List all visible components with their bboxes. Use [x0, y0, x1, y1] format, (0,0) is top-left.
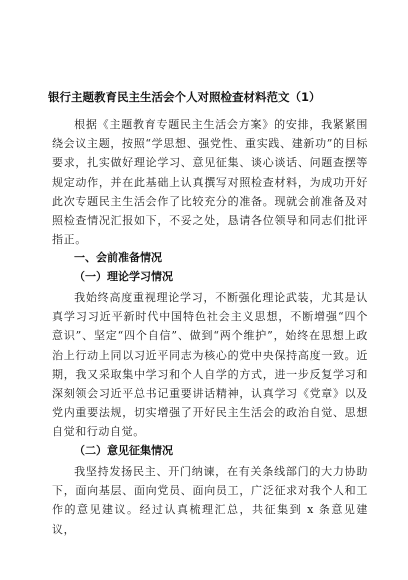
theory-study-paragraph — [52, 288, 368, 442]
opinion-collection-text: 我坚持发扬民主、开门纳谏，在有关条线部门的大力协助下，面向基层、面向党员、面向员工，广泛征求对我个人和工作的意见建议。经过认真梳理汇总，共征集到 x 条意见建议， — [52, 465, 368, 536]
subsection-heading-theory-study: （一）理论学习情况 — [74, 270, 173, 283]
intro-paragraph — [52, 115, 368, 249]
subsection-heading-opinion-collection: （二）意见征集情况 — [74, 444, 173, 457]
opinion-collection-paragraph — [52, 462, 368, 539]
document-title: 银行主题教育民主生活会个人对照检查材料范文（1） — [48, 90, 321, 104]
theory-study-text: 我始终高度重视理论学习，不断强化理论武装，尤其是认真学习习近平新时代中国特色社会主义思想，不断增强“四个意识”、坚定“四个自信”、做到“两个维护”，始终在思想上政治上行动上同以习近平同志为核心的党中央保持高度一致。近期，我又采取集中学习和个人自学的方式，进一步反复学习和深刻领会习近平总书记重要讲话精神，认真学习《党章》以及党内重要法规，切实增强了开好民主生活会的政治自觉、思想自觉和行动自觉。 — [52, 291, 368, 439]
intro-text: 根据《主题教育专题民主生活会方案》的安排，我紧紧围绕会议主题，按照“学思想、强党性、重实践、建新功”的目标要求，扎实做好理论学习、意见征集、谈心谈话、问题查摆等规定动作，并在此基础上认真撰写对照检查材料，为成功开好此次专题民主生活会作了比较充分的准备。现就会前准备及对照检查情况汇报如下，不妥之处，恳请各位领导和同志们批评指正。 — [52, 118, 368, 247]
section-heading-preparation: 一、会前准备情况 — [74, 251, 162, 264]
